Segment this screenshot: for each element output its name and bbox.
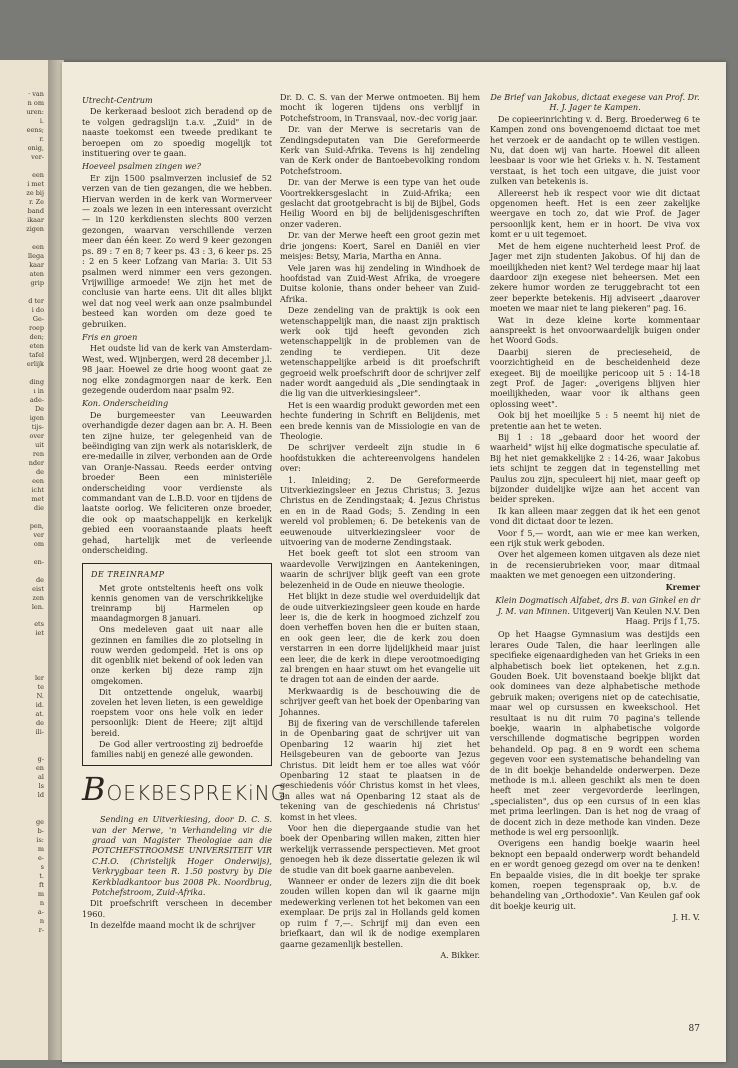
section-heading: Kon. Onderscheiding bbox=[82, 398, 169, 409]
previous-page-text-fragment: ld bbox=[37, 791, 44, 799]
previous-page-text-fragment: onig, bbox=[27, 144, 44, 152]
paragraph: 1. Inleiding; 2. De Gereformeerde Uitverkiezingsleer en Jezus Christus; 3. Jezus Christus en de Zendingstaak; 4. Jezus Christus en en in de Raad Gods; 5. Zending in een wereld vol problemen; 6. De betekenis van de eeuwenoude uitverkiezingsleer voor de uitvoering van de moderne Zendingstaak. bbox=[280, 474, 480, 548]
paragraph: Overigens een handig boekje waarin heel beknopt een bepaald onderwerp wordt behandeld en er wordt genoeg gezegd om over na te denken! En bepaalde visies, die in dit boekje ter sprake komen, roepen tegenspraak op, b.v. de behandeling van „Orthodoxie". Van Keulen gaf ook dit boekje keurig uit. bbox=[490, 838, 700, 911]
paragraph: Wat in deze kleine korte kommentaar aanspreekt is het onvoorwaardelijk buigen onder het Woord Gods. bbox=[490, 314, 700, 346]
previous-page-text-fragment: m bbox=[37, 845, 44, 853]
previous-page-text-fragment: ft bbox=[38, 881, 44, 889]
previous-page-text-fragment: roep bbox=[28, 324, 44, 332]
previous-page-text-fragment: icht bbox=[31, 486, 44, 494]
review-intro: Sending en Uitverkiesing, door D. C. S. van der Merwe, 'n Verhandeling vir die graad van Magister Theologiae aan die POTCHEFSTROOMSE UNIVERSITEIT VIR C.H.O. (Christelijk Hoger Onderwijs), Verkrygbaar teen R. 1.50 postvry by Die Kerkbladkantoor bus 2008 Pk. Noordbrug, Potchefstroom, Zuid-Afrika. bbox=[92, 814, 272, 897]
paragraph: De burgemeester van Leeuwarden overhandigde dezer dagen aan br. A. H. Been ten zijne huize, ter gelegenheid van de beëindiging van zijn werk als notarisklerk, de ere-medaille in zilver, verbonden aan de Orde van Oranje-Nassau. Reeds eerder ontving broeder Been een ministeriële onderscheiding voor verdienste als commandant van de L.B.D. voor en tijdens de laatste oorlog. We feliciteren onze broeder, die ook op maatschappelijk en kerkelijk gebied een vooraanstaande plaats heeft gehad, hartelijk met de verleende onderscheiding. bbox=[82, 409, 272, 556]
previous-page-text-fragment: de bbox=[35, 576, 44, 584]
previous-page-text-fragment: eens; bbox=[26, 126, 44, 134]
previous-page-text-fragment: ge bbox=[35, 818, 44, 826]
section-heading: Fris en groen bbox=[82, 331, 138, 342]
previous-page-text-fragment: ver bbox=[33, 531, 44, 539]
previous-page-text-fragment: uit bbox=[35, 441, 44, 449]
column-3 bbox=[490, 92, 700, 924]
paragraph: Deze zendeling van de praktijk is ook een wetenschappelijk man, die naast zijn praktisch werk ook tijd heeft gevonden zich wetenschappelijk in de problemen van de zending te verdiepen. Uit deze wetenschappelijke arbeid is dit proefschrift gegroeid welk proefschrift door de schrijver zelf nader wordt aangeduid als „Die sendingtaak in die lig van die uitverkiesingsleer". bbox=[280, 305, 480, 399]
paragraph: Dit proefschrift verscheen in december 1960. bbox=[82, 898, 272, 919]
previous-page-text-fragment: · van bbox=[28, 90, 44, 98]
previous-page-text-fragment: ren bbox=[32, 450, 44, 458]
previous-page-text-fragment: i met bbox=[27, 180, 44, 188]
signature: A. Bikker. bbox=[440, 949, 480, 960]
previous-page-text-fragment: erlijk bbox=[26, 360, 44, 368]
previous-page-text-fragment: r. Ze bbox=[29, 198, 44, 206]
paragraph: De kerkeraad besloot zich beradend op de te volgen gedragslijn t.a.v. „Zuid" in de naaste toekomst een tweede predikant te beroepen om zo spoedig mogelijk tot instituering over te gaan. bbox=[82, 106, 272, 159]
previous-page-text-fragment: g- bbox=[37, 755, 44, 763]
previous-page-text-fragment: met bbox=[31, 495, 44, 503]
paragraph: In dezelfde maand mocht ik de schrijver bbox=[90, 920, 256, 931]
paragraph: Over het algemeen komen uitgaven als deze niet in de recensierubrieken voor, maar ditmaal maakten we met genoegen een uitzondering. bbox=[490, 549, 700, 581]
paragraph: Op het Haagse Gymnasium was destijds een lerares Oude Talen, die haar leerlingen alle specifieke eigenaardigheden van het Grieks in een alphabetisch boek liet optekenen, het z.g.n. Gouden Boek. Uit bovenstaand boekje blijkt dat ook dominees van deze alphabetische methode gebruik maken; overigens niet op de catechisatie, maar wel op cursussen en kweekschool. Het resultaat is nu dit ruim 70 pagina's tellende boekje, waarin in alphabetische volgorde verschillende dogmatische begrippen worden behandeld. Op pag. 8 en 9 wordt een schema gegeven voor een systematische behandeling van de in dit boekje behandelde onderwerpen. Deze methode is m.i. alleen geschikt als men te doen heeft met zeer vergevorderde leerlingen, „specialisten", dus op een cursus of in een klas met prima leerlingen. Dan is het nog de vraag of de docent zich in deze methode kan vinden. Deze methode is wel erg persoonlijk. bbox=[490, 629, 700, 838]
signature: J. H. V. bbox=[673, 912, 700, 923]
boekbespreking-heading bbox=[82, 770, 288, 809]
previous-page-text-fragment: Ge- bbox=[32, 315, 44, 323]
paragraph: Met de hem eigene nuchterheid leest Prof. de Jager met zijn studenten Jakobus. Of hij dan de moeilijkheden niet kent? Wel terdege maar hij laat daardoor zijn exegese niet beheersen. Met een zekere humor worden ze teruggebracht tot een zeer beperkte betekenis. Hij adviseert „daarover moeten we maar niet te lang piekeren" pag. 16. bbox=[490, 240, 700, 314]
previous-page-text-fragment: t. bbox=[39, 872, 44, 880]
paragraph: De schrijver verdeelt zijn studie in 6 hoofdstukken die achtereenvolgens handelen over: bbox=[280, 442, 480, 474]
page bbox=[62, 62, 726, 1062]
heading-rest: OEKBESPREKiNG bbox=[106, 781, 288, 806]
previous-page-text-fragment: eten bbox=[29, 342, 44, 350]
previous-page-text-fragment: over bbox=[29, 432, 44, 440]
box-title: DE TREINRAMP bbox=[91, 570, 165, 580]
previous-page-text-fragment: b- bbox=[37, 827, 44, 835]
page-number: 87 bbox=[688, 1024, 700, 1034]
previous-page-text-fragment: ler bbox=[34, 674, 44, 682]
review-heading-title: Klein Dogmatisch Alfabet, drs B. van Ginkel en dr J. M. van Minnen. bbox=[495, 595, 700, 616]
previous-page-text-fragment: ikaar bbox=[27, 216, 44, 224]
review-heading-publisher: Uitgeverij Van Keulen N.V. Den Haag. Prijs f 1,75. bbox=[572, 605, 700, 626]
column-2 bbox=[280, 92, 480, 961]
previous-page-text-fragment: i. bbox=[39, 117, 44, 125]
signature: Kremer bbox=[665, 581, 700, 592]
paragraph: Allereerst heb ik respect voor wie dit dictaat opgenomen heeft. Het is een zeer zakelijke weergave en toch zo, dat wie Prof. de Jager persoonlijk kent, hem er in hoort. De viva vox komt er u uit tegemoet. bbox=[490, 187, 700, 240]
paragraph: De God aller vertroosting zij bedroefde families nabij en genezé alle gewonden. bbox=[91, 739, 263, 759]
previous-page-text-fragment: ade- bbox=[29, 396, 44, 404]
previous-page-text-fragment: a- bbox=[37, 908, 44, 916]
previous-page-text-fragment: te bbox=[37, 683, 44, 691]
previous-page-text-fragment: kaar bbox=[29, 261, 44, 269]
previous-page-text-fragment: ets bbox=[34, 620, 44, 628]
paragraph: Vele jaren was hij zendeling in Windhoek de hoofdstad van Zuid-West Afrika, de vroegere Duitse kolonie, thans onder beheer van Zuid-Afrika. bbox=[280, 262, 480, 304]
previous-page-text-fragment: llega bbox=[27, 252, 44, 260]
previous-page-text-fragment: ı in bbox=[33, 387, 44, 395]
paragraph: Ook bij het moeilijke 5 : 5 neemt hij niet de pretentie aan het te weten. bbox=[490, 410, 700, 431]
previous-page-text-fragment: nder bbox=[28, 459, 44, 467]
paragraph: Dr. van der Merwe is een type van het oude Voortrekkersgeslacht in Zuid-Afrika; een geslacht dat grootgebracht is bij de Bijbel, Gods Heilig Woord en bij de belijdenisgeschriften onzer vaderen. bbox=[280, 177, 480, 229]
previous-page-text-fragment: ver- bbox=[31, 153, 44, 161]
previous-page-text-fragment: eist bbox=[32, 585, 44, 593]
previous-page-text-fragment: pen, bbox=[29, 522, 44, 530]
previous-page-text-fragment: ls bbox=[38, 782, 44, 790]
previous-page-text-fragment: e- bbox=[37, 854, 44, 862]
previous-page-text-fragment: r- bbox=[38, 926, 44, 934]
previous-page-text-fragment: en bbox=[35, 764, 44, 772]
paragraph: Met grote ontsteltenis heeft ons volk kennis genomen van de verschrikkelijke treinramp bij Harmelen op maandagmorgen 8 januari. bbox=[91, 583, 263, 624]
paragraph: Bij 1 : 18 „gebaard door het woord der waarheid" wijst hij elke dogmatische speculatie af. Bij het niet gemakkelijke 2 : 14-26, waar Jakobus iets schijnt te zeggen dat in tegenstelling met Paulus zou zijn, speculeert hij niet, maar geeft op bijzonder duidelijke wijze aan het accent van beider spreken. bbox=[490, 432, 700, 505]
previous-page-text-fragment: n om bbox=[27, 99, 44, 107]
previous-page-text-fragment: uren: bbox=[26, 108, 44, 116]
previous-page-text-fragment: om bbox=[33, 540, 44, 548]
previous-page-text-fragment: al bbox=[38, 773, 44, 781]
previous-page-text-fragment: zen bbox=[32, 594, 44, 602]
paragraph: Dr. van der Merwe is secretaris van de Zendingsdeputaten van Die Gereformeerde Kerk van Suid-Afrika. Tevens is hij zendeling van de Kerk onder de Bantoebevolking rondom Potchefstroom. bbox=[280, 124, 480, 176]
previous-page-text-fragment: tafel bbox=[29, 351, 44, 359]
previous-page-text-fragment: grip bbox=[30, 279, 44, 287]
previous-page-text-fragment: den; bbox=[29, 333, 44, 341]
previous-page-text-fragment: een bbox=[32, 477, 44, 485]
previous-page-text-fragment: i do bbox=[31, 306, 44, 314]
previous-page-text-fragment: band bbox=[27, 207, 44, 215]
previous-page-text-fragment: igen bbox=[29, 414, 44, 422]
paragraph: Voor hen die diepergaande studie van het boek der Openbaring willen maken, zitten hier werkelijk verrassende perspectieven. Met groot genoegen heb ik deze dissertatie gelezen ik wil de studie van dit boek gaarne aanbevelen. bbox=[280, 823, 480, 875]
previous-page-text-fragment: is: bbox=[36, 836, 44, 844]
previous-page-text-fragment: s bbox=[40, 863, 44, 871]
paragraph: Voor f 5,— wordt, aan wie er mee kan werken, een rijk stuk werk geboden. bbox=[490, 527, 700, 549]
previous-page-text-fragment: zigen bbox=[26, 225, 44, 233]
previous-page-text-fragment: tijs- bbox=[31, 423, 44, 431]
paragraph: Dit ontzettende ongeluk, waarbij zovelen het leven lieten, is een geweldige roepstem voor ons hele volk en ieder persoonlijk: Dient de Heere; zijt altijd bereid. bbox=[91, 687, 263, 738]
heading-initial: B bbox=[82, 770, 107, 809]
previous-page-text-fragment: een bbox=[32, 243, 44, 251]
previous-page-text-fragment: n bbox=[39, 899, 44, 907]
previous-page-text-fragment: die bbox=[33, 504, 44, 512]
previous-page-text-fragment: ding bbox=[29, 378, 44, 386]
paragraph: Het boek geeft tot slot een stroom van waardevolle Verwijzingen en Aantekeningen, waarin de schrijver blijk geeft van een grote belezenheid in de Oude en nieuwe theologie. bbox=[280, 548, 480, 590]
review-heading: De Brief van Jakobus, dictaat exegese van Prof. Dr. H. J. Jager te Kampen. bbox=[490, 92, 700, 113]
previous-page-text-fragment: iet bbox=[35, 629, 44, 637]
previous-page-text-fragment: r. bbox=[39, 135, 44, 143]
paragraph: Ik kan alleen maar zeggen dat ik het een genot vond dit dictaat door te lezen. bbox=[490, 505, 700, 527]
previous-page-text-fragment: en- bbox=[33, 558, 44, 566]
paragraph: Er zijn 1500 psalmverzen inclusief de 52 verzen van de tien gezangen, die we hebben. Hiervan werden in de kerk van Wormerveer — zoals we lezen in een interessant overzicht — in 120 kerkdiensten slechts 800 verzen gezongen, waarvan verschillende verzen meer dan één keer. Zo werd 9 keer gezongen ps. 89 : 7 en 8; 7 keer ps. 43 : 3, 6 keer ps. 25 : 2 en 5 keer Lofzang van Maria: 3. Uit 53 psalmen werd nimmer een vers gezongen. Vrijwillige armoede! We zijn het met de conclusie van harte eens. Uit dit alles blijkt wel dat nog veel werk aan onze psalmbundel besteed kan worden om deze goed te gebruiken. bbox=[82, 172, 272, 329]
paragraph: Dr. D. C. S. van der Merwe ontmoeten. Bij hem mocht ik logeren tijdens ons verblijf in Potchefstroom, in Transvaal, nov.-dec vorig jaar. bbox=[280, 92, 480, 123]
previous-page-text-fragment: de bbox=[35, 719, 44, 727]
previous-page-text-fragment: N. bbox=[36, 692, 44, 700]
previous-page-text-fragment: de bbox=[35, 468, 44, 476]
paragraph: Dr. van der Merwe heeft een groot gezin met drie jongens: Koert, Sarel en Daniël en vier meisjes: Betsy, Maria, Martha en Anna. bbox=[280, 230, 480, 262]
previous-page-edge bbox=[0, 60, 50, 1060]
paragraph: Bij de fixering van de verschillende taferelen in de Openbaring gaat de schrijver uit van Openbaring 12 waarin hij ziet het Heilsgebeuren van de geboorte van Jezus Christus. Dit leidt hem er toe alles wat vóór Openbaring 12 staat te plaatsen in de geschiedenis vóór Christus komst in het vlees, en alles wat ná Openbaring 12 staat als de tekening van de geschiedenis ná Christus' komst in het vlees. bbox=[280, 717, 480, 822]
section-heading: Hoeveel psalmen zingen we? bbox=[82, 161, 201, 172]
paragraph: Het oudste lid van de kerk van Amsterdam-West, wed. Wijnbergen, werd 28 december j.l. 98 jaar. Hoewel ze drie hoog woont gaat ze nog elke zondagmorgen naar de kerk. Een gezegende ouderdom naar psalm 92. bbox=[82, 343, 272, 395]
paragraph: Ons medeleven gaat uit naar alle gezinnen en families die zo plotseling in rouw werden gedompeld. Het is ons op dit ogenblik niet bekend of ook leden van onze kerken bij deze ramp zijn omgekomen. bbox=[91, 625, 263, 686]
previous-page-text-fragment: d ter bbox=[28, 297, 44, 305]
column-1 bbox=[82, 92, 288, 932]
paragraph: Het is een waardig produkt geworden met een hechte fundering in Schrift en Belijdenis, met een brede kennis van de Missiologie en van de Theologie. bbox=[280, 399, 480, 441]
review-heading bbox=[490, 595, 700, 626]
previous-page-text-fragment: n bbox=[39, 917, 44, 925]
previous-page-text-fragment: at. bbox=[35, 710, 44, 718]
paragraph: Daarbij sieren de precieseheid, de voorzichtigheid en de bescheidenheid deze exegeet. Bij de moeilijke pericoop uit 5 : 14-18 zegt Prof. de Jager: „overigens blijven hier moeilijkheden, waar voor ik althans geen oplossing weet". bbox=[490, 346, 700, 409]
paragraph: Het blijkt in deze studie wel overduidelijk dat de oude uitverkiezingsleer geen koude en harde leer is, die de kerk in hoogmoed zichzelf zou doen verheffen boven hen die er buiten staan, en ook geen leer, die de kerk zou doen verstarren in een dorre lijdelijkheid maar juist een leer, die de kerk in diepe verootmoediging zal brengen en haar stuwt om het evangelie uit te dragen tot aan de einden der aarde. bbox=[280, 591, 480, 685]
previous-page-text-fragment: len. bbox=[31, 603, 44, 611]
previous-page-text-fragment: id. bbox=[35, 701, 44, 709]
previous-page-text-fragment: De bbox=[34, 405, 44, 413]
previous-page-text-fragment: aten bbox=[29, 270, 44, 278]
paragraph: De copieerinrichting v. d. Berg. Broederweg 6 te Kampen zond ons bovengenoemd dictaat toe met het verzoek er de aandacht op te willen vestigen. Nu, dat doen wij van harte. Hoewel dit alleen leesbaar is voor wie het Grieks v. h. N. Testament verstaat, is het toch een uitgave, die juist voor zulken van betekenis is. bbox=[490, 113, 700, 187]
treinramp-box bbox=[82, 563, 272, 766]
paragraph: Wanneer er onder de lezers zijn die dit boek zouden willen kopen dan wil ik gaarne mijn medewerking verlenen tot het bekomen van een exemplaar. De prijs zal in Hollands geld komen op ruim f 7,—. Schrijf mij dan even een briefkaart, dan wil ik de nodige exemplaren gaarne gezamenlijk bestellen. bbox=[280, 876, 480, 949]
paragraph: Merkwaardig is de beschouwing die de schrijver geeft van het boek der Openbaring van Johannes. bbox=[280, 685, 480, 717]
previous-page-text-fragment: m bbox=[37, 890, 44, 898]
previous-page-text-fragment: ili- bbox=[35, 728, 44, 736]
previous-page-text-fragment: ze bij bbox=[26, 189, 44, 197]
section-heading: Utrecht-Centrum bbox=[82, 95, 153, 105]
previous-page-text-fragment: een bbox=[32, 171, 44, 179]
